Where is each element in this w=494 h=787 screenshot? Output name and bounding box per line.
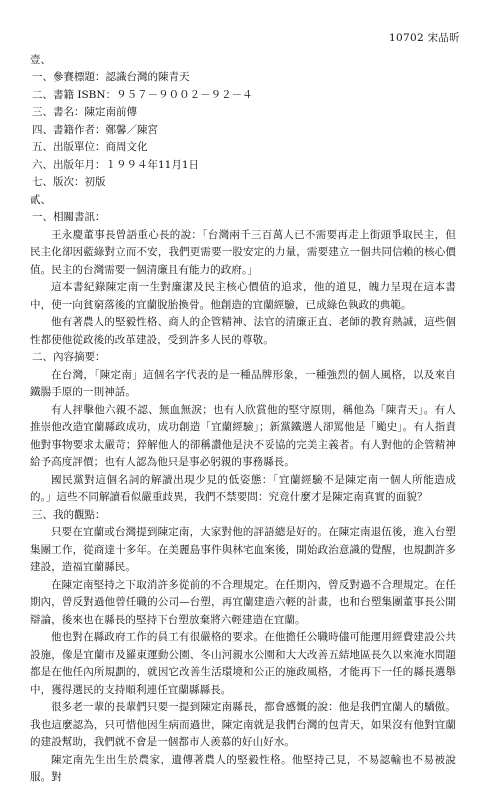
book-author: 四、書籍作者：鄭馨／陳宮 bbox=[32, 123, 158, 136]
paragraph: 很多老一輩的長輩們只要一提到陳定南縣長，都會感慨的說：他是我們宜蘭人的驕傲。我也這麼認為，只可惜他因生病而過世，陳定南就是我們台灣的包青天，如果沒有他對宜蘭的建設幫助，我們就不會是一個都市人羨慕的好山好水。 bbox=[30, 701, 456, 748]
paragraph: 在台灣，「陳定南」這個名字代表的是一種品牌形象，一種強烈的個人風格，以及來自鐵腸手原的一則神話。 bbox=[30, 368, 456, 398]
paragraph: 陳定南先生出生於農家，遺傳著農人的堅毅性格。他堅持己見，不易認輸也不易被說服。對 bbox=[30, 753, 456, 783]
paragraph: 國民黨對這個名詞的解讀出現少見的低姿態：「宜蘭經驗不是陳定南一個人所能造成的。」這些不同解讀看似嚴重歧異，我們不禁要問：究竟什麼才是陳定南真實的面貌？ bbox=[30, 473, 456, 503]
paragraph: 這本書紀錄陳定南一生對廉潔及民主核心價值的追求，他的道見，魄力呈現在這本書中，使一向貧窮落後的宜蘭脫胎換骨。他創造的宜蘭經驗，已成綠色執政的典範。 bbox=[30, 281, 456, 311]
edition: 七、版次：初版 bbox=[32, 176, 106, 188]
paragraph: 只要在宜蘭或台灣提到陳定南，大家對他的評語總是好的。在陳定南退伍後，進入台塑集團工作，從商達十多年。在美麗島事件與林宅血案後，開始政治意識的覺醒，也規劃許多建設，造福宜蘭縣民。 bbox=[30, 526, 456, 573]
isbn: 二、書籍 ISBN：９５７－９００２－９２－４ bbox=[32, 88, 253, 101]
section-summary-heading: 二、內容摘要： bbox=[32, 351, 106, 363]
part1-heading: 壹、 bbox=[30, 53, 51, 66]
entry-title: 一、參賽標題：認識台灣的陳青天 bbox=[32, 71, 190, 83]
paragraph: 王永慶董事長曾語重心長的說：「台灣兩千三百萬人已不需要再走上街頭爭取民主，但民主化卻因藍綠對立而不安，我們更需要一股安定的力量，需要建立一個共同信賴的核心價值。民主的台灣需要一個清廉且有能力的政府。」 bbox=[30, 228, 456, 276]
section-related-info-heading: 一、相關書訊： bbox=[32, 211, 106, 223]
student-header: 10702 宋品昕 bbox=[389, 32, 460, 44]
book-name: 三、書名：陳定南前傳 bbox=[32, 106, 137, 118]
section-viewpoint-heading: 三、我的觀點： bbox=[32, 508, 106, 521]
paragraph: 他有著農人的堅毅性格、商人的企管精神、法官的清廉正直、老師的教育熱誠，這些個性都使他從政後的改革建設，受到許多人民的尊敬。 bbox=[30, 316, 456, 346]
paragraph: 他也對在縣政府工作的員工有很嚴格的要求。在他擔任公職時儘可能運用經費建設公共設施，像是宜蘭市及羅東運動公園、冬山河親水公園和大大改善五結地區長久以來淹水問題都是在他任內所規劃的，就因它改善生活環境和公正的施政風格，才能再下一任的縣長選舉中，獲得選民的支持順利連任宜蘭縣縣長。 bbox=[30, 631, 456, 696]
paragraph: 在陳定南堅持之下取消許多從前的不合理規定。在任期內，曾反對過不合理規定。在任期內，曾反對過他曾任職的公司—台塑，再宜蘭建造六輕的計畫，也和台塑集團董事長公開辯論，後來也在縣長的堅持下台塑放棄將六輕建造在宜蘭。 bbox=[30, 578, 456, 626]
publisher: 五、出版單位：商周文化 bbox=[32, 141, 148, 153]
part2-heading: 貳、 bbox=[30, 193, 51, 206]
paragraph: 有人抨擊他六親不認、無血無淚；也有人欣賞他的堅守原則，稱他為「陳青天」。有人推崇他改造宜蘭縣政成功，成功創造「宜蘭經驗」；新黨鐵選人卻罵他是「颱史」。有人指責他對事物要求太嚴苛；猝解他人的卻稱讚他是決不妥協的完美主義者。有人對他的企管精神給予高度評價；也有人認為他只是事必躬親的事務縣長。 bbox=[30, 403, 456, 468]
publish-date: 六、出版年月：１９９４年11月1日 bbox=[32, 158, 200, 171]
